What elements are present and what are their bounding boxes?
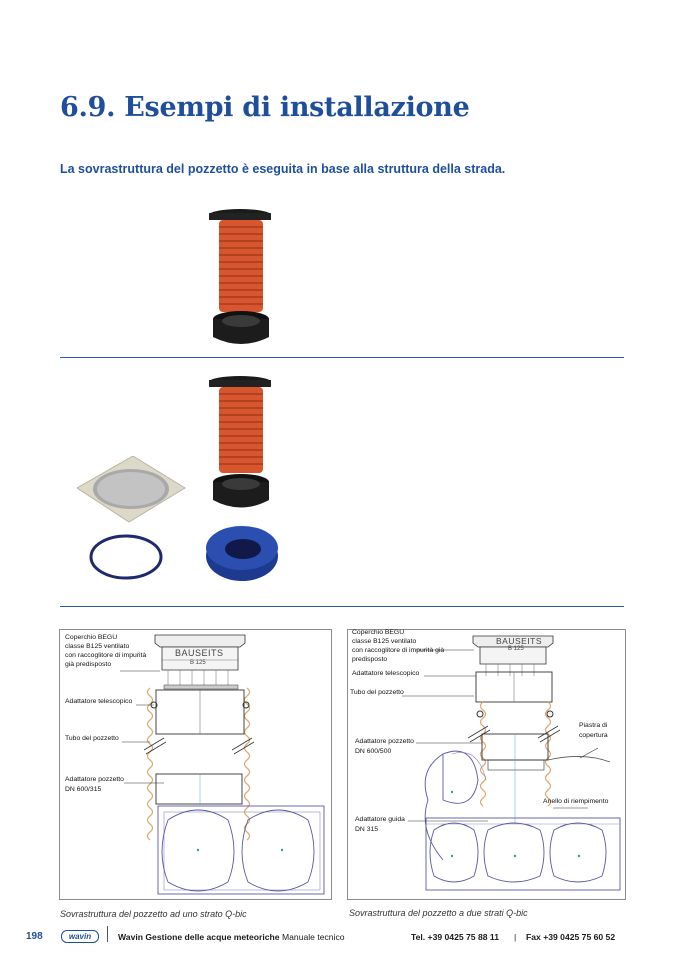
diagram-drawing bbox=[60, 630, 331, 899]
label-piastra-1: Piastra di bbox=[579, 722, 608, 729]
diagram-single-layer bbox=[59, 629, 332, 900]
label-coperchio-4: predisposto bbox=[352, 656, 388, 663]
footer-title bbox=[118, 932, 345, 942]
wavin-logo: wavin bbox=[61, 930, 99, 943]
label-coperchio-3: con raccoglitore di impurità già bbox=[352, 647, 445, 654]
label-adattatore-guida-1: Adattatore guida bbox=[355, 816, 405, 823]
product-photo-seal bbox=[203, 518, 281, 584]
footer-divider bbox=[107, 926, 108, 942]
page-title: 6.9. Esempi di installazione bbox=[60, 92, 470, 123]
label-coperchio-1: Coperchio BEGU bbox=[65, 634, 118, 641]
caption-single-layer: Sovrastruttura del pozzetto ad uno strato Q-bic bbox=[60, 909, 247, 919]
footer-title-regular: Manuale tecnico bbox=[279, 932, 345, 942]
label-coperchio-3: con raccoglitore di impurità bbox=[65, 652, 147, 659]
product-photo-grate bbox=[77, 456, 187, 524]
label-coperchio-2: classe B125 ventilato bbox=[65, 643, 130, 650]
footer-title-bold: Wavin Gestione delle acque meteoriche bbox=[118, 932, 280, 942]
label-adattatore-telescopico: Adattatore telescopico bbox=[352, 670, 420, 677]
cover-text-2: BAUSEITS bbox=[496, 636, 543, 646]
label-adattatore-pozzetto-1: Adattatore pozzetto bbox=[65, 776, 124, 783]
label-adattatore-pozzetto-2: DN 600/315 bbox=[65, 786, 102, 793]
footer-separator: | bbox=[514, 932, 517, 942]
caption-double-layer: Sovrastruttura del pozzetto a due strati Q-bic bbox=[349, 908, 528, 918]
product-photo-riser-2 bbox=[200, 372, 290, 522]
product-photo-riser bbox=[200, 205, 290, 350]
label-anello-riempimento: Anello di riempimento bbox=[543, 798, 609, 805]
label-coperchio-4: già predisposto bbox=[65, 661, 112, 668]
diagram-double-layer bbox=[347, 629, 626, 900]
page-subtitle: La sovrastruttura del pozzetto è eseguita in base alla struttura della strada. bbox=[60, 162, 506, 176]
cover-class: B 125 bbox=[190, 660, 206, 666]
label-tubo-pozzetto: Tubo del pozzetto bbox=[350, 689, 404, 696]
divider-top bbox=[60, 357, 624, 358]
label-adattatore-pozzetto-2: DN 600/500 bbox=[355, 748, 392, 755]
divider-bottom bbox=[60, 606, 624, 607]
label-tubo-pozzetto: Tubo del pozzetto bbox=[65, 735, 119, 742]
label-coperchio-1: Coperchio BEGU bbox=[352, 629, 405, 636]
label-adattatore-guida-2: DN 315 bbox=[355, 826, 379, 833]
product-photo-ring bbox=[88, 532, 164, 582]
page-number: 198 bbox=[26, 931, 43, 942]
footer-fax: Fax +39 0425 75 60 52 bbox=[526, 932, 616, 942]
label-coperchio-2: classe B125 ventilato bbox=[352, 638, 417, 645]
label-piastra-2: copertura bbox=[579, 732, 608, 739]
label-adattatore-pozzetto-1: Adattatore pozzetto bbox=[355, 738, 414, 745]
cover-text: BAUSEITS bbox=[175, 648, 224, 658]
footer-tel: Tel. +39 0425 75 88 11 bbox=[411, 932, 500, 942]
cover-class-2: B 125 bbox=[508, 646, 524, 652]
label-adattatore-telescopico: Adattatore telescopico bbox=[65, 698, 133, 705]
